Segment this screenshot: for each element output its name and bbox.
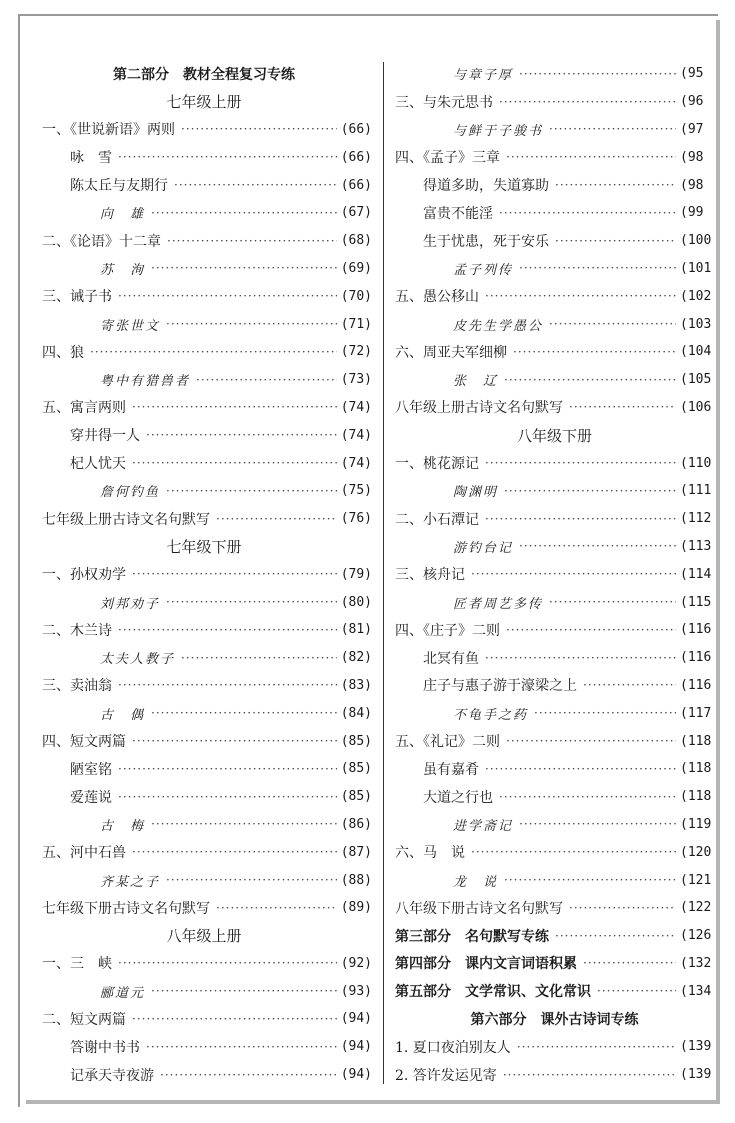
dot-leader	[519, 261, 676, 275]
dot-leader	[146, 428, 337, 442]
page-number: (105	[680, 372, 712, 388]
toc-entry-title: 进学斋记	[453, 818, 514, 834]
page-number: (74)	[340, 399, 372, 415]
dot-leader	[503, 1068, 676, 1082]
dot-leader	[166, 484, 337, 498]
page-number: (115	[680, 594, 712, 610]
toc-entry-title: 爱莲说	[70, 789, 112, 806]
section-heading	[42, 533, 372, 561]
page-number: (76)	[340, 511, 372, 527]
toc-entry-title: 太夫人教子	[100, 652, 176, 668]
toc-entry[interactable]	[42, 227, 372, 255]
page-number: (92)	[340, 955, 372, 971]
dot-leader	[555, 234, 676, 248]
toc-entry[interactable]	[395, 310, 720, 338]
toc-entry-title: 八年级下册古诗文名句默写	[395, 900, 563, 917]
toc-entry-title: 二、短文两篇	[42, 1011, 126, 1028]
dot-leader	[181, 651, 337, 665]
section-heading	[42, 60, 372, 88]
toc-entry[interactable]	[395, 282, 720, 310]
page-number: (101	[680, 260, 712, 276]
dot-leader	[549, 595, 676, 609]
dot-leader	[167, 234, 337, 248]
page-number: (69)	[340, 260, 372, 276]
toc-entry[interactable]	[42, 477, 372, 505]
toc-entry-title: 穿井得一人	[70, 428, 140, 445]
dot-leader	[166, 317, 337, 331]
toc-entry-title: 五、《礼记》二则	[395, 734, 500, 751]
toc-entry-title: 五、愚公移山	[395, 289, 479, 306]
page-number: (119	[680, 816, 712, 832]
page-number: (85)	[340, 761, 372, 777]
toc-entry-title: 齐某之子	[100, 874, 161, 890]
page-number: (66)	[340, 177, 372, 193]
page-number: (66)	[340, 121, 372, 137]
page-number: (102	[680, 288, 712, 304]
dot-leader	[471, 567, 676, 581]
toc-entry[interactable]	[395, 366, 720, 394]
dot-leader	[132, 400, 337, 414]
toc-entry-title: 2. 答许发运见寄	[395, 1067, 497, 1084]
dot-leader	[118, 678, 337, 692]
page-number: (74)	[340, 427, 372, 443]
page-number: (79)	[340, 566, 372, 582]
toc-entry[interactable]	[42, 699, 372, 727]
toc-entry[interactable]	[395, 116, 720, 144]
page-number: (116	[680, 650, 712, 666]
page-number: (66)	[340, 149, 372, 165]
dot-leader	[517, 1040, 676, 1054]
dot-leader	[569, 901, 676, 915]
toc-entry[interactable]	[395, 1061, 720, 1089]
toc-entry-title: 游钓台记	[453, 540, 514, 556]
dot-leader	[506, 150, 676, 164]
toc-entry[interactable]	[42, 199, 372, 227]
toc-entry[interactable]	[395, 977, 720, 1005]
page-number: (73)	[340, 372, 372, 388]
page-number: (83)	[340, 677, 372, 693]
column-divider	[383, 62, 384, 1084]
section-heading	[395, 1005, 720, 1033]
toc-entry[interactable]	[395, 950, 720, 978]
toc-entry-title: 八年级上册古诗文名句默写	[395, 400, 563, 417]
toc-entry[interactable]	[395, 672, 720, 700]
toc-entry-title: 龙 说	[453, 874, 499, 890]
page-number: (120	[680, 844, 712, 860]
toc-entry-title: 一、三 峡	[42, 956, 112, 973]
toc-entry[interactable]	[395, 227, 720, 255]
section-heading	[42, 922, 372, 950]
page-number: (126	[680, 928, 712, 944]
toc-entry[interactable]	[395, 588, 720, 616]
toc-entry-title: 八年级下册	[516, 426, 592, 445]
dot-leader	[485, 762, 676, 776]
toc-entry-title: 第五部分 文学常识、文化常识	[395, 984, 591, 1001]
toc-entry-title: 寄张世文	[100, 318, 161, 334]
dot-leader	[160, 1068, 337, 1082]
dot-leader	[549, 122, 676, 136]
toc-entry-title: 五、寓言两则	[42, 400, 126, 417]
toc-entry[interactable]	[42, 727, 372, 755]
toc-entry-title: 一、孙权劝学	[42, 567, 126, 584]
dot-leader	[597, 984, 676, 998]
page-number: (100	[680, 233, 712, 249]
toc-entry[interactable]	[42, 644, 372, 672]
dot-leader	[174, 178, 337, 192]
toc-entry[interactable]	[395, 449, 720, 477]
toc-entry-title: 粤中有猎兽者	[100, 374, 191, 390]
dot-leader	[555, 929, 676, 943]
toc-entry-title: 陈太丘与友期行	[70, 178, 168, 195]
toc-entry-title: 与鲜于子骏书	[453, 123, 544, 139]
dot-leader	[506, 623, 676, 637]
section-heading	[395, 421, 720, 449]
toc-entry-title: 答谢中书书	[70, 1039, 140, 1056]
toc-entry[interactable]	[395, 644, 720, 672]
toc-entry-title: 第四部分 课内文言词语积累	[395, 956, 577, 973]
dot-leader	[471, 845, 676, 859]
dot-leader	[519, 67, 676, 81]
toc-entry-title: 八年级上册	[166, 927, 242, 946]
dot-leader	[166, 595, 337, 609]
page-number: (96	[680, 94, 704, 110]
page-number: (113	[680, 538, 712, 554]
dot-leader	[513, 345, 676, 359]
toc-entry[interactable]	[395, 616, 720, 644]
page-number: (94)	[340, 1039, 372, 1055]
page-number: (94)	[340, 1067, 372, 1083]
toc-entry-title: 苏 洵	[100, 262, 146, 278]
page-number: (116	[680, 622, 712, 638]
toc-entry[interactable]	[42, 310, 372, 338]
toc-entry-title: 生于忧患，死于安乐	[423, 233, 549, 250]
toc-entry-title: 六、马 说	[395, 845, 465, 862]
dot-leader	[216, 512, 337, 526]
dot-leader	[118, 762, 337, 776]
page-number: (118	[680, 789, 712, 805]
page-number: (71)	[340, 316, 372, 332]
dot-leader	[90, 345, 337, 359]
page-number: (114	[680, 566, 712, 582]
toc-entry-title: 古 偶	[100, 707, 146, 723]
dot-leader	[534, 706, 676, 720]
page-number: (117	[680, 705, 712, 721]
page-number: (75)	[340, 483, 372, 499]
toc-entry-title: 向 雄	[100, 207, 146, 223]
dot-leader	[132, 456, 337, 470]
dot-leader	[118, 289, 337, 303]
toc-entry[interactable]	[395, 922, 720, 950]
page-number: (98	[680, 149, 704, 165]
toc-entry-title: 孟子列传	[453, 262, 514, 278]
section-heading	[42, 88, 372, 116]
toc-entry-title: 杞人忧天	[70, 456, 126, 473]
dot-leader	[132, 1012, 337, 1026]
toc-entry[interactable]	[42, 588, 372, 616]
toc-entry-title: 三、卖油翁	[42, 678, 112, 695]
dot-leader	[499, 95, 676, 109]
dot-leader	[118, 150, 337, 164]
toc-left-column	[42, 60, 372, 1088]
toc-entry[interactable]	[395, 143, 720, 171]
dot-leader	[499, 206, 676, 220]
dot-leader	[151, 261, 337, 275]
toc-entry-title: 虽有嘉肴	[423, 761, 479, 778]
dot-leader	[146, 1040, 337, 1054]
toc-entry[interactable]	[395, 477, 720, 505]
page-number: (110	[680, 455, 712, 471]
dot-leader	[485, 456, 676, 470]
dot-leader	[485, 289, 676, 303]
toc-entry-title: 三、核舟记	[395, 567, 465, 584]
dot-leader	[118, 790, 337, 804]
toc-entry[interactable]	[42, 616, 372, 644]
toc-entry-title: 陋室铭	[70, 761, 112, 778]
page-number: (85)	[340, 733, 372, 749]
dot-leader	[196, 373, 337, 387]
toc-entry-title: 郦道元	[100, 985, 146, 1001]
toc-entry[interactable]	[395, 505, 720, 533]
toc-entry[interactable]	[395, 255, 720, 283]
toc-entry-title: 北冥有鱼	[423, 650, 479, 667]
dot-leader	[504, 873, 676, 887]
toc-entry-title: 大道之行也	[423, 789, 493, 806]
dot-leader	[519, 539, 676, 553]
toc-entry[interactable]	[42, 1061, 372, 1089]
toc-entry[interactable]	[42, 421, 372, 449]
toc-entry-title: 匠者周艺多传	[453, 596, 544, 612]
toc-entry-title: 刘邦劝子	[100, 596, 161, 612]
toc-entry-title: 记承天寺夜游	[70, 1067, 154, 1084]
toc-entry[interactable]	[395, 727, 720, 755]
page-number: (94)	[340, 1011, 372, 1027]
page-number: (93)	[340, 983, 372, 999]
toc-entry[interactable]	[42, 950, 372, 978]
page-number: (139	[680, 1067, 712, 1083]
toc-entry-title: 一、《世说新语》两则	[42, 122, 175, 139]
toc-entry-title: 得道多助，失道寡助	[423, 178, 549, 195]
toc-entry-title: 皮先生学愚公	[453, 318, 544, 334]
toc-entry[interactable]	[42, 116, 372, 144]
toc-entry[interactable]	[395, 199, 720, 227]
toc-entry[interactable]	[42, 171, 372, 199]
toc-entry[interactable]	[42, 755, 372, 783]
toc-entry-title: 咏 雪	[70, 150, 112, 167]
page-shadow-bottom	[26, 1100, 718, 1104]
toc-entry-title: 七年级上册	[166, 93, 242, 112]
dot-leader	[151, 706, 337, 720]
toc-entry[interactable]	[42, 282, 372, 310]
toc-entry-title: 四、短文两篇	[42, 734, 126, 751]
page-number: (84)	[340, 705, 372, 721]
page-number: (86)	[340, 816, 372, 832]
toc-entry[interactable]	[395, 560, 720, 588]
toc-entry-title: 二、小石潭记	[395, 511, 479, 528]
page-number: (112	[680, 511, 712, 527]
page-number: (99	[680, 205, 704, 221]
page-number: (74)	[340, 455, 372, 471]
page-number: (121	[680, 872, 712, 888]
page-number: (80)	[340, 594, 372, 610]
dot-leader	[132, 845, 337, 859]
toc-entry-title: 陶渊明	[453, 485, 499, 501]
page-number: (68)	[340, 233, 372, 249]
toc-entry-title: 富贵不能淫	[423, 205, 493, 222]
toc-entry[interactable]	[42, 338, 372, 366]
toc-entry-title: 第二部分 教材全程复习专练	[113, 66, 295, 83]
toc-entry[interactable]	[395, 783, 720, 811]
page-number: (85)	[340, 789, 372, 805]
toc-entry[interactable]	[42, 505, 372, 533]
dot-leader	[166, 873, 337, 887]
page-number: (81)	[340, 622, 372, 638]
page-number: (67)	[340, 205, 372, 221]
toc-entry-title: 一、桃花源记	[395, 456, 479, 473]
toc-entry-title: 三、诫子书	[42, 289, 112, 306]
page-number: (118	[680, 761, 712, 777]
toc-entry[interactable]	[395, 838, 720, 866]
page-number: (98	[680, 177, 704, 193]
toc-entry[interactable]	[395, 88, 720, 116]
dot-leader	[151, 817, 337, 831]
toc-entry[interactable]	[42, 1005, 372, 1033]
toc-entry-title: 古 梅	[100, 818, 146, 834]
page-number: (106	[680, 399, 712, 415]
dot-leader	[504, 373, 676, 387]
toc-entry[interactable]	[42, 560, 372, 588]
toc-entry-title: 四、《孟子》三章	[395, 150, 500, 167]
dot-leader	[583, 956, 676, 970]
toc-right-column	[395, 60, 720, 1088]
toc-entry-title: 第三部分 名句默写专练	[395, 928, 549, 945]
toc-entry-title: 二、木兰诗	[42, 622, 112, 639]
toc-entry-title: 与章子厚	[453, 68, 514, 84]
dot-leader	[555, 178, 676, 192]
toc-entry[interactable]	[395, 755, 720, 783]
page-number: (97	[680, 121, 704, 137]
page-number: (82)	[340, 650, 372, 666]
toc-entry-title: 张 辽	[453, 374, 499, 390]
dot-leader	[549, 317, 676, 331]
page-number: (139	[680, 1039, 712, 1055]
toc-entry[interactable]	[42, 838, 372, 866]
page-number: (132	[680, 955, 712, 971]
toc-entry-title: 1. 夏口夜泊别友人	[395, 1039, 511, 1056]
toc-entry[interactable]	[42, 449, 372, 477]
toc-entry-title: 七年级下册	[166, 537, 242, 556]
toc-entry-title: 七年级上册古诗文名句默写	[42, 511, 210, 528]
dot-leader	[569, 400, 676, 414]
page-number: (70)	[340, 288, 372, 304]
toc-entry[interactable]	[42, 866, 372, 894]
page-number: (116	[680, 677, 712, 693]
toc-entry[interactable]	[395, 1033, 720, 1061]
toc-entry[interactable]	[42, 672, 372, 700]
toc-entry[interactable]	[395, 394, 720, 422]
toc-entry[interactable]	[395, 533, 720, 561]
toc-entry[interactable]	[42, 977, 372, 1005]
toc-entry-title: 六、周亚夫军细柳	[395, 344, 507, 361]
toc-entry[interactable]	[395, 866, 720, 894]
toc-entry-title: 四、《庄子》二则	[395, 622, 500, 639]
toc-entry[interactable]	[395, 171, 720, 199]
page-number: (111	[680, 483, 712, 499]
toc-entry[interactable]	[42, 811, 372, 839]
page-number: (72)	[340, 344, 372, 360]
toc-entry-title: 二、《论语》十二章	[42, 233, 161, 250]
toc-entry-title: 四、狼	[42, 344, 84, 361]
dot-leader	[132, 567, 337, 581]
page-number: (87)	[340, 844, 372, 860]
dot-leader	[583, 678, 676, 692]
toc-entry-title: 三、与朱元思书	[395, 94, 493, 111]
toc-entry-title: 詹何钓鱼	[100, 485, 161, 501]
dot-leader	[118, 623, 337, 637]
page-number: (104	[680, 344, 712, 360]
page-number: (103	[680, 316, 712, 332]
dot-leader	[499, 790, 676, 804]
toc-entry[interactable]	[395, 60, 720, 88]
page-number: (95	[680, 66, 704, 82]
toc-entry-title: 七年级下册古诗文名句默写	[42, 900, 210, 917]
page-number: (89)	[340, 900, 372, 916]
toc-entry[interactable]	[42, 143, 372, 171]
dot-leader	[216, 901, 337, 915]
toc-entry-title: 五、河中石兽	[42, 845, 126, 862]
page-number: (134	[680, 983, 712, 999]
dot-leader	[151, 206, 337, 220]
dot-leader	[485, 512, 676, 526]
toc-entry-title: 庄子与惠子游于濠梁之上	[423, 678, 577, 695]
dot-leader	[506, 734, 676, 748]
page-number: (122	[680, 900, 712, 916]
toc-entry[interactable]	[395, 338, 720, 366]
dot-leader	[132, 734, 337, 748]
toc-entry[interactable]	[395, 699, 720, 727]
toc-entry[interactable]	[42, 366, 372, 394]
page-number: (88)	[340, 872, 372, 888]
dot-leader	[181, 122, 337, 136]
dot-leader	[519, 817, 676, 831]
toc-entry[interactable]	[42, 783, 372, 811]
toc-entry[interactable]	[395, 894, 720, 922]
dot-leader	[118, 956, 337, 970]
toc-entry-title: 不龟手之药	[453, 707, 529, 723]
dot-leader	[485, 651, 676, 665]
dot-leader	[151, 984, 337, 998]
toc-entry[interactable]	[42, 394, 372, 422]
page-number: (118	[680, 733, 712, 749]
toc-entry-title: 第六部分 课外古诗词专练	[470, 1011, 639, 1028]
toc-entry[interactable]	[395, 811, 720, 839]
toc-entry[interactable]	[42, 1033, 372, 1061]
toc-entry[interactable]	[42, 894, 372, 922]
toc-entry[interactable]	[42, 255, 372, 283]
dot-leader	[504, 484, 676, 498]
